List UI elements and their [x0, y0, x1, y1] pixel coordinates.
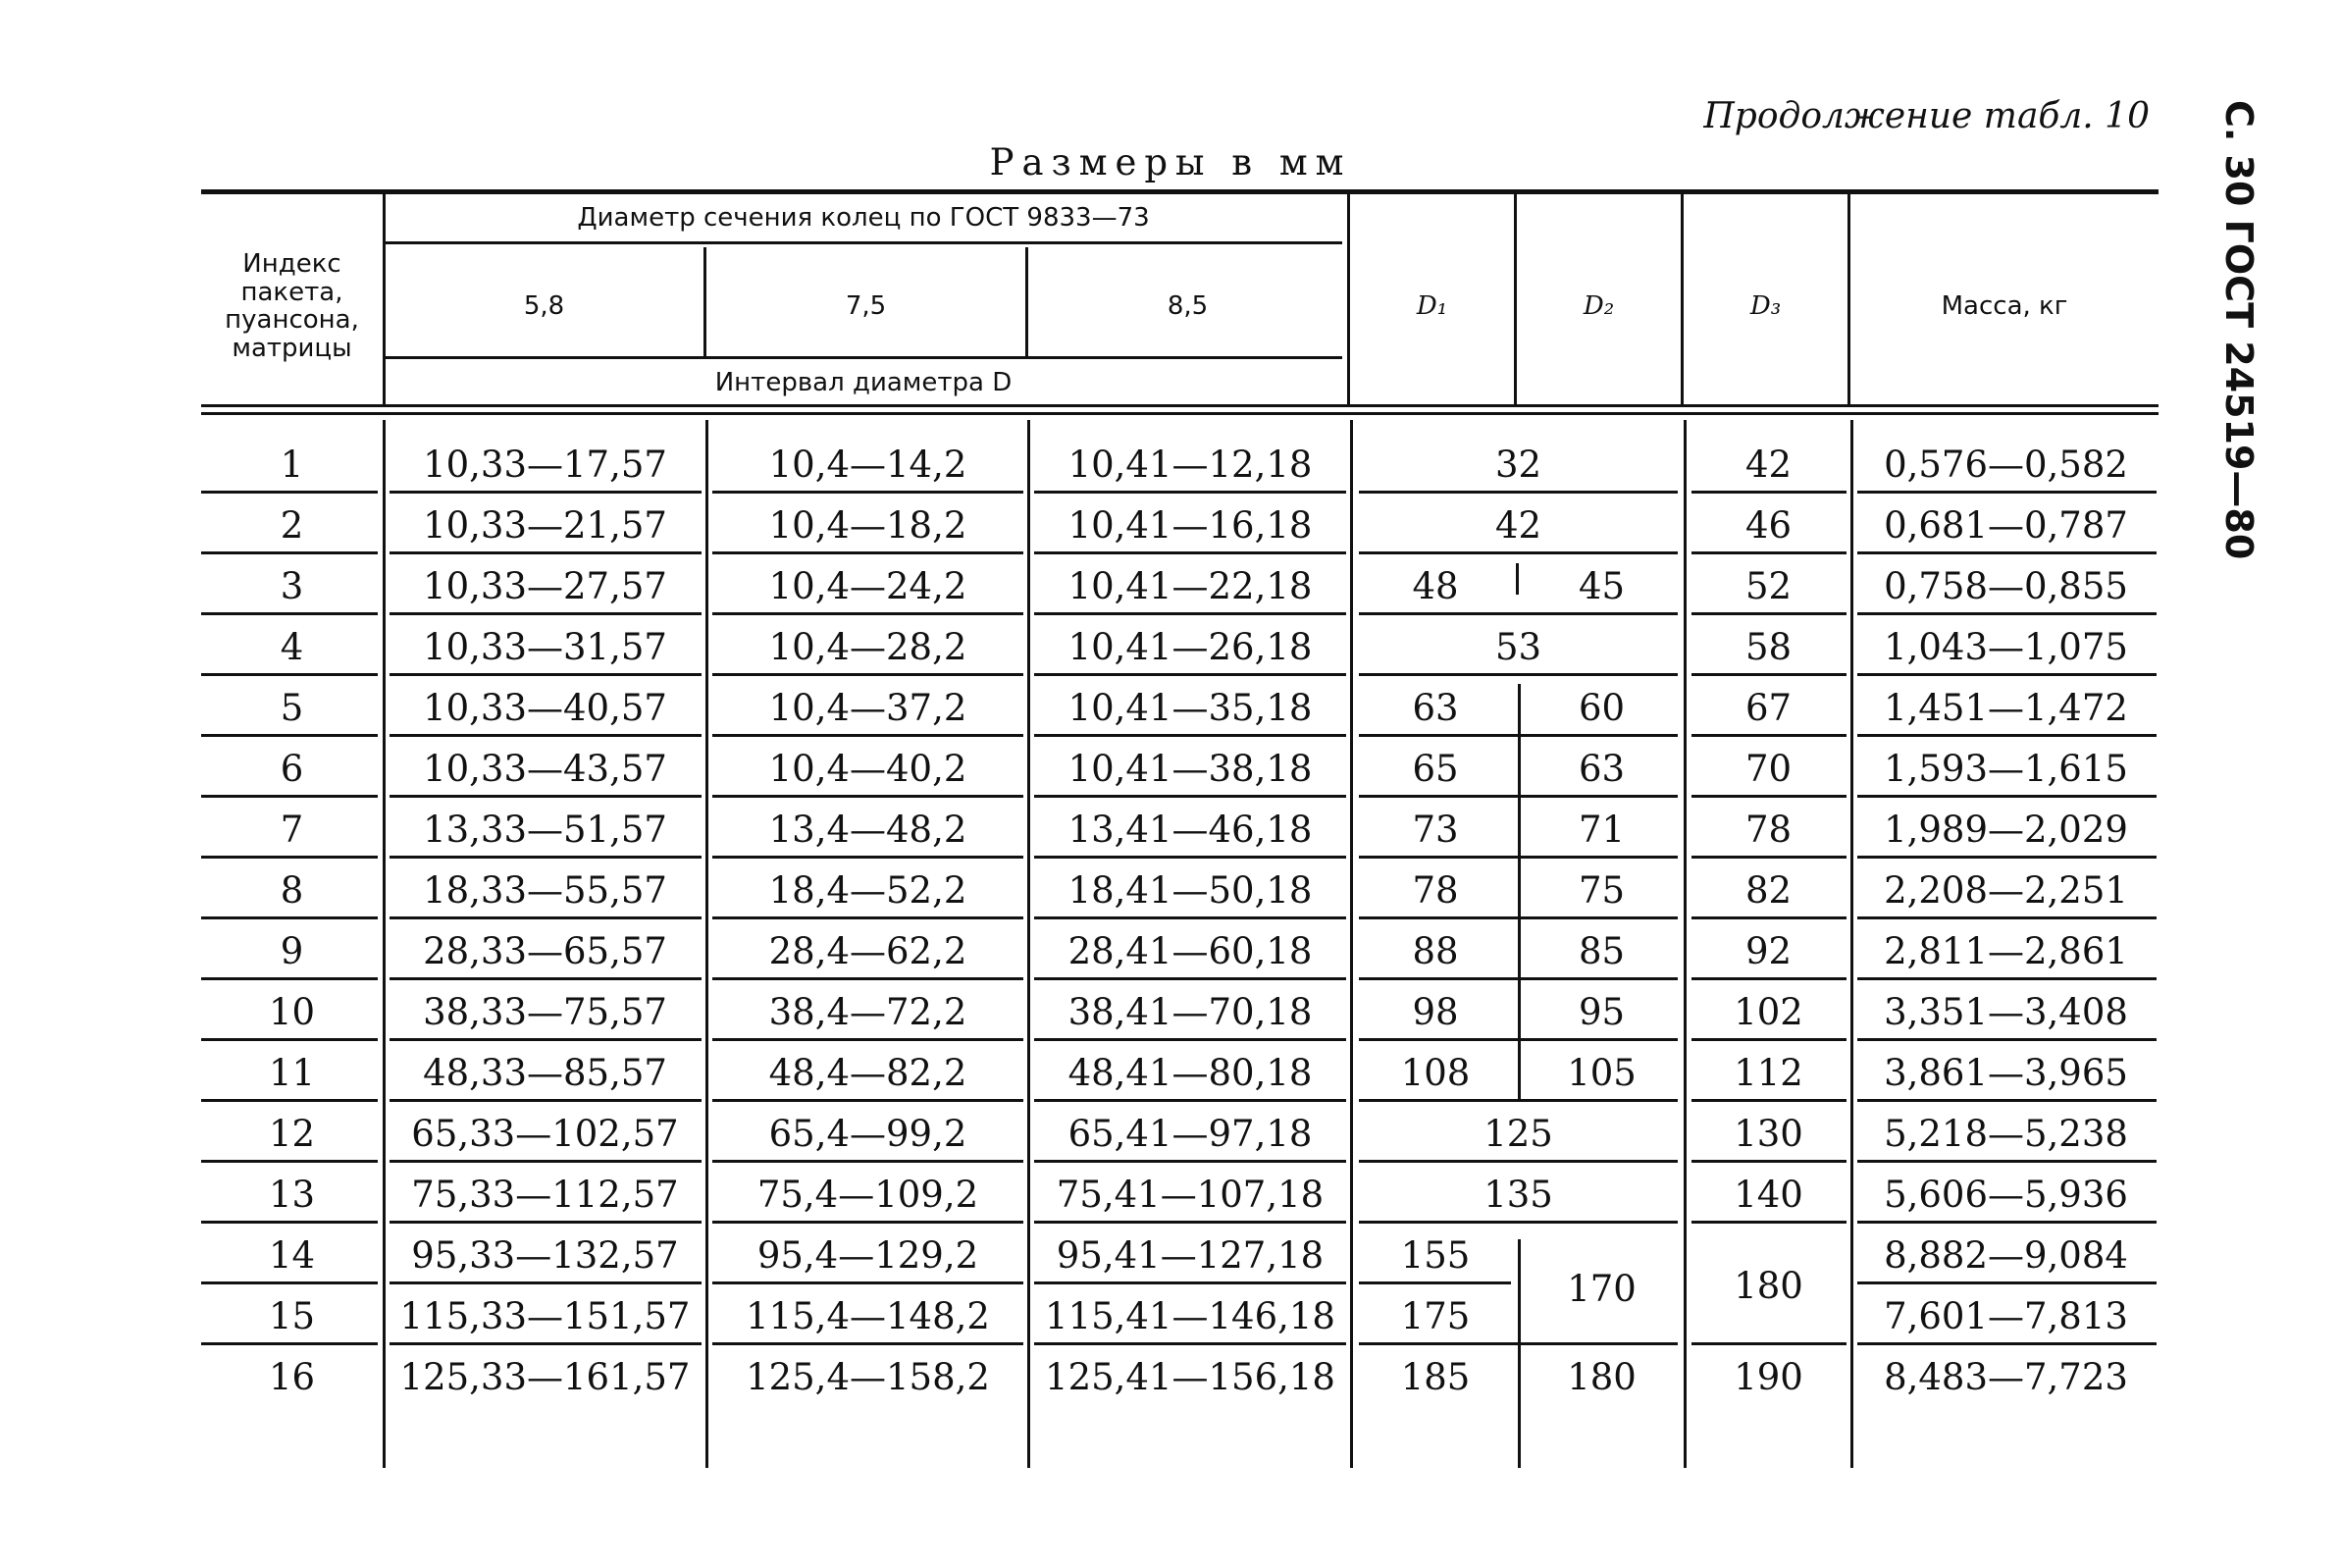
row-rule [201, 1038, 378, 1041]
d1-d2-merged-value: 32 [1494, 444, 1542, 486]
d2-value: 105 [1567, 1052, 1637, 1094]
row-rule [712, 1221, 1023, 1224]
row-rule [1857, 856, 2157, 859]
row-rule [201, 916, 378, 919]
row-rule [201, 551, 378, 554]
row-rule [712, 673, 1023, 676]
page-label [2210, 98, 2268, 560]
d2-value: 180 [1567, 1356, 1637, 1398]
mass-value: 2,811—2,861 [1884, 930, 2128, 972]
row-rule [1034, 856, 1346, 859]
row-rule [1857, 916, 2157, 919]
interval-5-8: 10,33—40,57 [423, 687, 667, 729]
row-rule [201, 612, 378, 615]
row-rule [390, 977, 702, 980]
row-rule [712, 551, 1023, 554]
interval-5-8: 75,33—112,57 [411, 1174, 679, 1216]
interval-8-5: 125,41—156,18 [1045, 1356, 1335, 1398]
row-rule [712, 795, 1023, 798]
interval-7-5: 18,4—52,2 [768, 869, 967, 912]
row-rule [1857, 612, 2157, 615]
row-rule [712, 1099, 1023, 1102]
row-index: 15 [268, 1295, 316, 1337]
interval-7-5: 95,4—129,2 [756, 1234, 979, 1277]
row-rule [1359, 1342, 1678, 1345]
d1-value: 98 [1412, 991, 1459, 1033]
row-index: 8 [280, 869, 304, 912]
d1-value: 65 [1412, 748, 1459, 790]
row-rule [1857, 1281, 2157, 1284]
row-rule [201, 673, 378, 676]
interval-7-5: 10,4—14,2 [768, 444, 967, 486]
row-rule [1857, 1221, 2157, 1224]
mass-value: 1,043—1,075 [1884, 626, 2128, 668]
mass-value: 5,606—5,936 [1884, 1174, 2128, 1216]
row-rule [390, 1038, 702, 1041]
d3-value: 112 [1734, 1052, 1803, 1094]
row-rule [1034, 916, 1346, 919]
interval-8-5: 10,41—38,18 [1067, 748, 1313, 790]
row-rule [1691, 795, 1847, 798]
d3-value: 52 [1744, 565, 1793, 607]
row-rule [1691, 916, 1847, 919]
mass-value: 3,861—3,965 [1884, 1052, 2128, 1094]
d1-value: 108 [1400, 1052, 1471, 1094]
row-index: 1 [280, 444, 304, 486]
row-rule [390, 1099, 702, 1102]
interval-5-8: 48,33—85,57 [423, 1052, 667, 1094]
row-rule [1691, 1099, 1847, 1102]
row-rule [1857, 795, 2157, 798]
d2-header: D₂ [1583, 291, 1615, 321]
interval-5-8: 13,33—51,57 [423, 809, 667, 851]
row-rule [1034, 795, 1346, 798]
mass-value: 1,593—1,615 [1884, 748, 2128, 790]
mass-value: 0,758—0,855 [1884, 565, 2128, 607]
row-rule [1034, 977, 1346, 980]
row-rule [390, 551, 702, 554]
row-rule [1359, 856, 1678, 859]
row-rule [1857, 551, 2157, 554]
d1-d2-merged-value: 42 [1494, 504, 1542, 547]
interval-7-5: 10,4—24,2 [768, 565, 967, 607]
d1-d2-merged-value: 53 [1494, 626, 1542, 668]
interval-8-5: 10,41—22,18 [1067, 565, 1313, 607]
row-index: 12 [268, 1113, 316, 1155]
d1-value: 48 [1412, 565, 1459, 607]
d3-value: 92 [1744, 930, 1793, 972]
interval-5-8: 10,33—21,57 [423, 504, 667, 547]
row-rule [1359, 673, 1678, 676]
mass-value: 1,989—2,029 [1884, 809, 2128, 851]
row-index: 3 [280, 565, 304, 607]
row-rule [712, 1342, 1023, 1345]
interval-7-5: 10,4—40,2 [768, 748, 967, 790]
row-index: 14 [268, 1234, 316, 1277]
row-rule [390, 491, 702, 494]
row-rule [712, 977, 1023, 980]
row-rule [1691, 856, 1847, 859]
row-rule [201, 856, 378, 859]
interval-7-5: 65,4—99,2 [768, 1113, 967, 1155]
mass-value: 1,451—1,472 [1884, 687, 2128, 729]
row-rule [1359, 916, 1678, 919]
interval-7-5: 13,4—48,2 [768, 809, 967, 851]
row-rule [390, 673, 702, 676]
row-rule [390, 1160, 702, 1163]
row-rule [712, 1038, 1023, 1041]
d3-value: 58 [1744, 626, 1793, 668]
interval-5-8: 95,33—132,57 [411, 1234, 679, 1277]
d2-value: 60 [1578, 687, 1626, 729]
diameter-group-rule [385, 241, 1342, 244]
row-rule [390, 1342, 702, 1345]
interval-8-5: 18,41—50,18 [1067, 869, 1313, 912]
row-index: 11 [268, 1052, 316, 1094]
col-5-8-header: 5,8 [523, 291, 565, 321]
row-rule [1691, 734, 1847, 737]
interval-5-8: 18,33—55,57 [423, 869, 667, 912]
d2-value: 85 [1578, 930, 1626, 972]
interval-8-5: 28,41—60,18 [1067, 930, 1313, 972]
row-rule [201, 795, 378, 798]
row-rule [1359, 1160, 1678, 1163]
interval-8-5: 65,41—97,18 [1067, 1113, 1313, 1155]
interval-7-5: 28,4—62,2 [768, 930, 967, 972]
row-rule [390, 1281, 702, 1284]
row-rule [1034, 1038, 1346, 1041]
d2-merged-value: 170 [1567, 1267, 1637, 1310]
row-rule [1034, 551, 1346, 554]
continuation-caption: Продолжение табл. 10 [1703, 96, 2150, 136]
row-index: 16 [268, 1356, 316, 1398]
row-rule [1857, 1342, 2157, 1345]
row-rule [1359, 734, 1678, 737]
d2-value: 71 [1578, 809, 1626, 851]
sub-cols-bottom-rule [385, 356, 1342, 359]
row-rule [1691, 1160, 1847, 1163]
row-rule [201, 1342, 378, 1345]
d2-value: 45 [1578, 565, 1626, 607]
row-rule [1359, 1099, 1678, 1102]
row-index: 5 [280, 687, 304, 729]
row-index: 13 [268, 1174, 316, 1216]
row-rule [201, 1281, 378, 1284]
row-rule [1034, 1281, 1346, 1284]
row-rule [201, 1160, 378, 1163]
interval-8-5: 10,41—12,18 [1067, 444, 1313, 486]
row-rule [1691, 673, 1847, 676]
row-rule [1034, 612, 1346, 615]
row-index: 10 [268, 991, 316, 1033]
mass-value: 8,483—7,723 [1884, 1356, 2128, 1398]
d2-value: 75 [1578, 869, 1626, 912]
units-caption: Размеры в мм [989, 141, 1352, 183]
row-rule [1691, 1038, 1847, 1041]
row-rule [1691, 1342, 1847, 1345]
interval-7-5: 10,4—37,2 [768, 687, 967, 729]
mass-value: 0,576—0,582 [1884, 444, 2128, 486]
row-rule [390, 916, 702, 919]
interval-7-5: 10,4—28,2 [768, 626, 967, 668]
d1-value: 185 [1400, 1356, 1471, 1398]
d3-value: 82 [1744, 869, 1793, 912]
index-column-header: Индекс пакета, пуансона, матрицы [225, 249, 359, 363]
d2-value: 95 [1578, 991, 1626, 1033]
row-index: 9 [280, 930, 304, 972]
interval-5-8: 125,33—161,57 [399, 1356, 691, 1398]
interval-7-5: 115,4—148,2 [746, 1295, 990, 1337]
d3-value: 78 [1744, 809, 1793, 851]
row-rule [390, 612, 702, 615]
row-rule [1359, 491, 1678, 494]
mass-value: 5,218—5,238 [1884, 1113, 2128, 1155]
row-rule [1034, 1160, 1346, 1163]
table-top-rule [201, 189, 2159, 194]
row-rule [1857, 977, 2157, 980]
header-bottom-rule-2 [201, 412, 2159, 415]
d1-value: 175 [1400, 1295, 1471, 1337]
row-rule [390, 795, 702, 798]
interval-7-5: 125,4—158,2 [746, 1356, 990, 1398]
row-rule [1034, 1221, 1346, 1224]
mass-value: 7,601—7,813 [1884, 1295, 2128, 1337]
header-bottom-rule-1 [201, 404, 2159, 407]
col-8-5-header: 8,5 [1167, 291, 1209, 321]
d3-value: 46 [1744, 504, 1793, 547]
row-rule [712, 734, 1023, 737]
interval-7-5: 10,4—18,2 [768, 504, 967, 547]
d3-value: 140 [1734, 1174, 1803, 1216]
row-rule [1359, 1221, 1678, 1224]
interval-5-8: 115,33—151,57 [399, 1295, 691, 1337]
row-rule [712, 916, 1023, 919]
row-rule [1359, 1038, 1678, 1041]
d1-header: D₁ [1416, 291, 1448, 321]
d3-header: D₃ [1749, 291, 1782, 321]
row-rule [390, 1221, 702, 1224]
interval-8-5: 48,41—80,18 [1067, 1052, 1313, 1094]
d1-value: 88 [1412, 930, 1459, 972]
row-index: 6 [280, 748, 304, 790]
interval-8-5: 75,41—107,18 [1056, 1174, 1325, 1216]
row-index: 2 [280, 504, 304, 547]
row-rule [390, 734, 702, 737]
interval-5-8: 65,33—102,57 [411, 1113, 679, 1155]
d3-value: 42 [1744, 444, 1793, 486]
row-rule [1359, 1281, 1511, 1284]
row-rule [1857, 1160, 2157, 1163]
interval-header: Интервал диаметра D [714, 368, 1013, 397]
page-label-text: С. 30 ГОСТ 24519—80 [2217, 100, 2261, 560]
row-rule [1359, 977, 1678, 980]
interval-5-8: 28,33—65,57 [423, 930, 667, 972]
interval-8-5: 13,41—46,18 [1067, 809, 1313, 851]
row-rule [1857, 1038, 2157, 1041]
interval-8-5: 95,41—127,18 [1056, 1234, 1325, 1277]
row-rule [1857, 673, 2157, 676]
row-rule [1359, 795, 1678, 798]
d3-merged-value: 180 [1734, 1265, 1803, 1307]
mass-value: 8,882—9,084 [1884, 1234, 2128, 1277]
interval-5-8: 10,33—43,57 [423, 748, 667, 790]
row-rule [1034, 673, 1346, 676]
row-rule [1034, 491, 1346, 494]
d1-value: 155 [1400, 1234, 1471, 1277]
d3-value: 70 [1744, 748, 1793, 790]
row-rule [1857, 734, 2157, 737]
interval-5-8: 10,33—31,57 [423, 626, 667, 668]
d1-value: 63 [1412, 687, 1459, 729]
row-rule [1691, 491, 1847, 494]
interval-8-5: 38,41—70,18 [1067, 991, 1313, 1033]
interval-5-8: 10,33—17,57 [423, 444, 667, 486]
row-index: 7 [280, 809, 304, 851]
row-rule [712, 612, 1023, 615]
row-rule [712, 1160, 1023, 1163]
interval-8-5: 115,41—146,18 [1045, 1295, 1335, 1337]
mass-header: Масса, кг [1941, 291, 2068, 321]
mass-value: 2,208—2,251 [1884, 869, 2128, 912]
interval-7-5: 75,4—109,2 [756, 1174, 979, 1216]
row-rule [1691, 1221, 1847, 1224]
row-rule [1034, 1342, 1346, 1345]
row-rule [201, 1221, 378, 1224]
row-rule [712, 491, 1023, 494]
row-rule [201, 977, 378, 980]
d1-value: 78 [1412, 869, 1459, 912]
row-rule [1034, 734, 1346, 737]
mass-value: 3,351—3,408 [1884, 991, 2128, 1033]
col-7-5-header: 7,5 [845, 291, 887, 321]
d3-value: 102 [1734, 991, 1803, 1033]
row-index: 4 [280, 626, 304, 668]
interval-7-5: 38,4—72,2 [768, 991, 967, 1033]
row-rule [390, 856, 702, 859]
d1-d2-merged-value: 135 [1483, 1174, 1553, 1216]
row-rule [1691, 977, 1847, 980]
row-rule [1034, 1099, 1346, 1102]
d2-value: 63 [1578, 748, 1626, 790]
row-rule [1691, 612, 1847, 615]
mass-value: 0,681—0,787 [1884, 504, 2128, 547]
d1-d2-merged-value: 125 [1483, 1113, 1553, 1155]
row-rule [712, 1281, 1023, 1284]
row-rule [1857, 491, 2157, 494]
interval-7-5: 48,4—82,2 [768, 1052, 967, 1094]
d3-value: 67 [1744, 687, 1793, 729]
interval-5-8: 38,33—75,57 [423, 991, 667, 1033]
d3-value: 130 [1734, 1113, 1803, 1155]
interval-8-5: 10,41—26,18 [1067, 626, 1313, 668]
row-rule [1857, 1099, 2157, 1102]
row-rule [1691, 551, 1847, 554]
d1-value: 73 [1412, 809, 1459, 851]
diameter-group-header: Диаметр сечения колец по ГОСТ 9833—73 [577, 203, 1150, 233]
interval-5-8: 10,33—27,57 [423, 565, 667, 607]
row-rule [1359, 612, 1678, 615]
row-rule [201, 734, 378, 737]
row-rule [201, 491, 378, 494]
row-rule [201, 1099, 378, 1102]
interval-8-5: 10,41—16,18 [1067, 504, 1313, 547]
interval-8-5: 10,41—35,18 [1067, 687, 1313, 729]
d3-value: 190 [1734, 1356, 1803, 1398]
row-rule [1359, 551, 1678, 554]
row-rule [712, 856, 1023, 859]
